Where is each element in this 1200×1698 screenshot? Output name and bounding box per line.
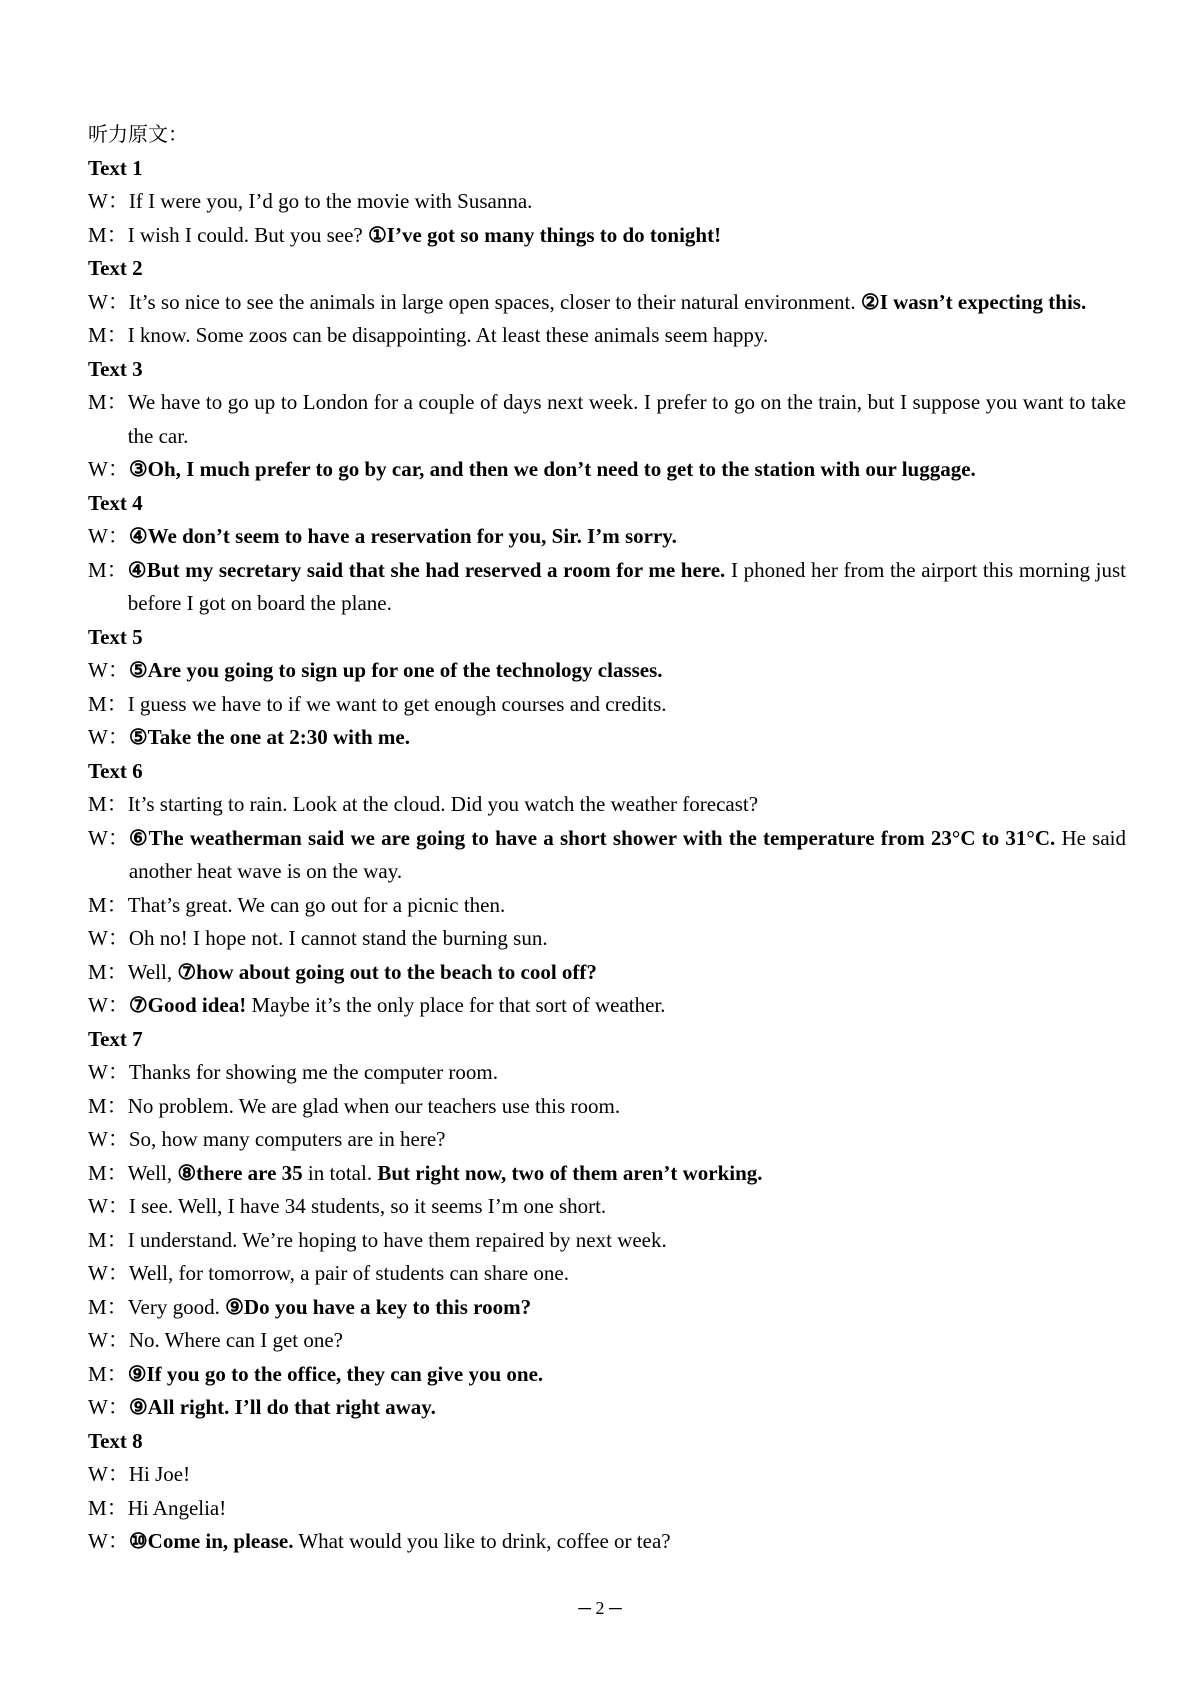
dialogue-segment: It’s starting to rain. Look at the cloud. Did you watch the weather forecast? xyxy=(127,792,759,816)
dialogue-text xyxy=(128,956,1126,990)
dialogue-line xyxy=(88,1190,1126,1224)
answer-highlight: ⑥The weatherman said we are going to have a short shower with the temperature from 23°C to 31°C. xyxy=(128,825,1056,850)
dialogue-text xyxy=(128,1291,1126,1325)
answer-highlight: ⑨Do you have a key to this room? xyxy=(225,1294,532,1319)
dialogue-text xyxy=(129,1190,1126,1224)
dialogue-segment: Well, xyxy=(127,1160,178,1185)
dialogue-text xyxy=(129,453,1126,487)
answer-highlight: ⑧there are 35 xyxy=(177,1160,303,1185)
dialogue-line xyxy=(88,1157,1126,1191)
dialogue-line xyxy=(88,889,1126,923)
speaker-label: W： xyxy=(88,457,129,481)
dialogue-text xyxy=(129,1324,1126,1358)
speaker-label: M： xyxy=(88,959,128,984)
dialogue-text xyxy=(129,654,1126,688)
dialogue-segment: It’s so nice to see the animals in large open spaces, closer to their natural environment. xyxy=(128,289,861,314)
answer-highlight: ⑤Take the one at 2:30 with me. xyxy=(128,725,410,749)
answer-highlight: ⑦how about going out to the beach to cool off? xyxy=(177,959,597,984)
dialogue-text xyxy=(128,889,1126,923)
dialogue-segment: Oh no! I hope not. I cannot stand the burning sun. xyxy=(128,926,548,950)
speaker-label: M： xyxy=(88,1227,128,1252)
dialogue-line xyxy=(88,453,1126,487)
speaker-label: M： xyxy=(88,390,128,414)
dialogue-line xyxy=(88,956,1126,990)
text-title: Text 4 xyxy=(88,490,143,515)
dialogue-text xyxy=(128,688,1126,722)
dialogue-segment: I wish I could. But you see? xyxy=(127,222,368,247)
speaker-label: W： xyxy=(88,1127,129,1151)
dialogue-line xyxy=(88,219,1126,253)
dialogue-line xyxy=(88,554,1126,621)
speaker-label: W： xyxy=(88,1060,129,1084)
speaker-label: W： xyxy=(88,993,129,1017)
dialogue-segment: Very good. xyxy=(127,1294,226,1319)
page-number: ─ 2 ─ xyxy=(578,1598,622,1618)
answer-highlight: ⑦Good idea! xyxy=(128,993,247,1017)
dialogue-text xyxy=(128,1492,1126,1526)
dialogue-line xyxy=(88,654,1126,688)
page-heading: 听力原文： xyxy=(88,122,188,146)
speaker-label: W： xyxy=(88,825,129,850)
text-title: Text 6 xyxy=(88,758,143,783)
speaker-label: M： xyxy=(88,691,128,716)
dialogue-text xyxy=(129,185,1126,219)
dialogue-line xyxy=(88,1224,1126,1258)
dialogue-text xyxy=(129,822,1126,889)
text-title: Text 7 xyxy=(88,1026,143,1051)
speaker-label: M： xyxy=(88,557,128,582)
dialogue-text xyxy=(128,1157,1126,1191)
dialogue-text xyxy=(129,721,1126,755)
dialogue-line xyxy=(88,822,1126,889)
answer-highlight: ⑤Are you going to sign up for one of the technology classes. xyxy=(128,658,663,682)
dialogue-line xyxy=(88,1257,1126,1291)
dialogue-line xyxy=(88,1458,1126,1492)
dialogue-text xyxy=(129,1525,1126,1559)
dialogue-text xyxy=(129,922,1126,956)
dialogue-text xyxy=(128,319,1126,353)
dialogue-segment: Well, xyxy=(127,959,178,984)
dialogue-line xyxy=(88,520,1126,554)
dialogue-segment: Hi Joe! xyxy=(128,1462,191,1486)
dialogue-line xyxy=(88,788,1126,822)
dialogue-line xyxy=(88,922,1126,956)
dialogue-text xyxy=(129,286,1126,320)
dialogue-segment: That’s great. We can go out for a picnic then. xyxy=(127,892,506,917)
dialogue-segment: Thanks for showing me the computer room. xyxy=(128,1060,498,1084)
dialogue-text xyxy=(128,1224,1126,1258)
dialogue-line xyxy=(88,989,1126,1023)
dialogue-text xyxy=(128,1090,1126,1124)
dialogue-segment: in total. xyxy=(302,1160,378,1185)
speaker-label: M： xyxy=(88,1093,128,1118)
dialogue-line xyxy=(88,1056,1126,1090)
speaker-label: M： xyxy=(88,323,128,347)
answer-highlight: ⑨If you go to the office, they can give you one. xyxy=(127,1361,544,1386)
dialogue-text xyxy=(128,554,1126,621)
dialogue-text xyxy=(129,1123,1126,1157)
speaker-label: W： xyxy=(88,189,129,213)
dialogue-line xyxy=(88,1492,1126,1526)
speaker-label: M： xyxy=(88,1495,128,1520)
dialogue-segment: What would you like to drink, coffee or tea? xyxy=(293,1529,671,1553)
speaker-label: W： xyxy=(88,926,129,950)
answer-highlight: ④We don’t seem to have a reservation for you, Sir. I’m sorry. xyxy=(128,524,677,548)
dialogue-line xyxy=(88,286,1126,320)
dialogue-segment: No problem. We are glad when our teachers use this room. xyxy=(127,1093,621,1118)
dialogue-segment: So, how many computers are in here? xyxy=(128,1127,446,1151)
text-title: Text 1 xyxy=(88,155,143,180)
dialogue-segment: No. Where can I get one? xyxy=(128,1328,344,1352)
dialogue-segment: I phoned her from the airport this morning just before I got on board the plane. xyxy=(127,557,1126,615)
dialogue-line xyxy=(88,319,1126,353)
dialogue-segment: We have to go up to London for a couple of days next week. I prefer to go on the train, but I suppose you want to take the car. xyxy=(127,390,1126,448)
dialogue-line xyxy=(88,1090,1126,1124)
speaker-label: W： xyxy=(88,725,129,749)
dialogue-line xyxy=(88,1525,1126,1559)
speaker-label: M： xyxy=(88,222,128,247)
dialogue-text xyxy=(129,1056,1126,1090)
speaker-label: W： xyxy=(88,658,129,682)
answer-highlight: ⑨All right. I’ll do that right away. xyxy=(128,1395,436,1419)
speaker-label: W： xyxy=(88,289,129,314)
speaker-label: M： xyxy=(88,1361,128,1386)
dialogue-text xyxy=(129,1391,1126,1425)
dialogue-segment: I see. Well, I have 34 students, so it seems I’m one short. xyxy=(128,1194,607,1218)
dialogue-text xyxy=(128,1358,1126,1392)
dialogue-text xyxy=(128,386,1126,453)
speaker-label: M： xyxy=(88,892,128,917)
answer-highlight: ⑩Come in, please. xyxy=(128,1529,294,1553)
text-title: Text 5 xyxy=(88,624,143,649)
answer-highlight: ④But my secretary said that she had reserved a room for me here. xyxy=(127,557,726,582)
dialogue-segment: I know. Some zoos can be disappointing. At least these animals seem happy. xyxy=(127,323,769,347)
answer-highlight: But right now, two of them aren’t working. xyxy=(377,1160,763,1185)
speaker-label: W： xyxy=(88,1395,129,1419)
dialogue-text xyxy=(129,1257,1126,1291)
dialogue-line xyxy=(88,1123,1126,1157)
speaker-label: M： xyxy=(88,1294,128,1319)
speaker-label: M： xyxy=(88,1160,128,1185)
dialogue-line xyxy=(88,688,1126,722)
speaker-label: W： xyxy=(88,1328,129,1352)
dialogue-segment: Maybe it’s the only place for that sort of weather. xyxy=(246,993,666,1017)
speaker-label: W： xyxy=(88,1462,129,1486)
dialogue-segment: I guess we have to if we want to get enough courses and credits. xyxy=(127,691,667,716)
text-title: Text 2 xyxy=(88,256,143,280)
dialogue-line xyxy=(88,1391,1126,1425)
dialogue-text xyxy=(128,788,1126,822)
text-title: Text 8 xyxy=(88,1428,143,1453)
dialogue-segment: I understand. We’re hoping to have them repaired by next week. xyxy=(127,1227,667,1252)
dialogue-segment: Well, for tomorrow, a pair of students can share one. xyxy=(128,1261,569,1285)
transcript-body xyxy=(88,118,1126,1559)
speaker-label: W： xyxy=(88,524,129,548)
dialogue-line xyxy=(88,1291,1126,1325)
dialogue-line xyxy=(88,386,1126,453)
speaker-label: W： xyxy=(88,1261,129,1285)
dialogue-line xyxy=(88,1324,1126,1358)
dialogue-segment: He said another heat wave is on the way. xyxy=(128,825,1126,883)
dialogue-segment: If I were you, I’d go to the movie with Susanna. xyxy=(128,189,533,213)
dialogue-text xyxy=(129,989,1126,1023)
dialogue-line xyxy=(88,1358,1126,1392)
dialogue-text xyxy=(128,219,1126,253)
text-title: Text 3 xyxy=(88,356,143,381)
speaker-label: M： xyxy=(88,792,128,816)
dialogue-line xyxy=(88,721,1126,755)
dialogue-text xyxy=(129,520,1126,554)
speaker-label: W： xyxy=(88,1194,129,1218)
answer-highlight: ①I’ve got so many things to do tonight! xyxy=(367,222,722,247)
dialogue-line xyxy=(88,185,1126,219)
answer-highlight: ②I wasn’t expecting this. xyxy=(860,289,1087,314)
speaker-label: W： xyxy=(88,1529,129,1553)
dialogue-segment: Hi Angelia! xyxy=(127,1495,227,1520)
answer-highlight: ③Oh, I much prefer to go by car, and then we don’t need to get to the station with our luggage. xyxy=(128,457,976,481)
dialogue-text xyxy=(129,1458,1126,1492)
